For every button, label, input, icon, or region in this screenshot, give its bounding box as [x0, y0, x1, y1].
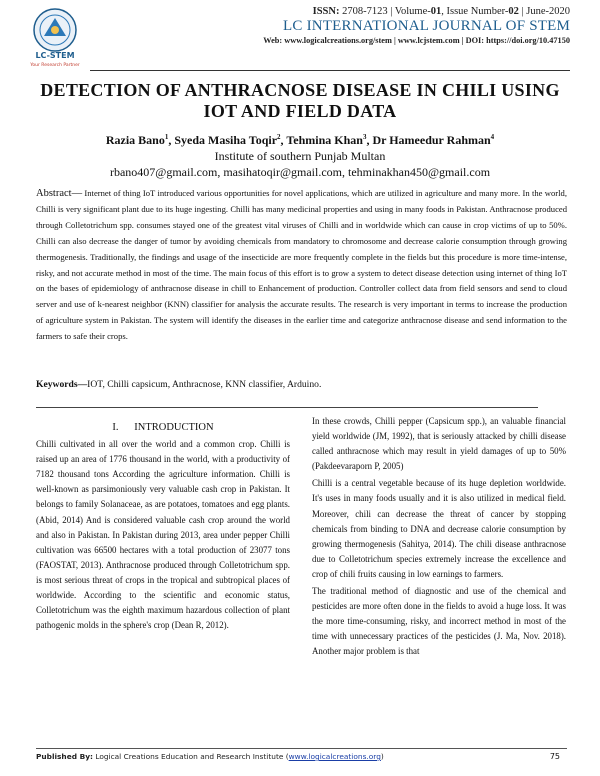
paragraph: In these crowds, Chilli pepper (Capsicum spp.), an valuable financial yield worldwide (JM, 1992), that is seriously attacked by chilli disease called anthracnose which may result in yield damages of up to 50% (Pakdeevaraporn P, 2005) [312, 416, 566, 472]
paragraph: The traditional method of diagnostic and use of the chemical and pesticides are more often done in the fields to avoid a huge loss. It was the more time-consuming, risky, and incorrect method in most of the time with unnecessary practices of the pesticides (J. Ma, Nov. 2018). Another major problem is that [312, 586, 566, 657]
keywords-divider [36, 407, 538, 408]
paper-title: DETECTION OF ANTHRACNOSE DISEASE IN CHILI USING IOT AND FIELD DATA [40, 80, 560, 121]
author-block [30, 129, 570, 180]
right-column [312, 414, 566, 662]
publisher-link[interactable]: www.logicalcreations.org [288, 752, 381, 761]
institution: Institute of southern Punjab Multan [214, 149, 386, 163]
logo-subtext: Your Research Partner [30, 63, 80, 68]
header-divider [90, 70, 570, 71]
section-heading-introduction: I. INTRODUCTION [112, 422, 214, 433]
author-names: Razia Bano$^1$, Syeda Masiha Toqir$^2$, Tehmina Khan$^3$, Dr Hameedur Rahman$^4$ [105, 133, 495, 147]
abstract-label: Abstract— [36, 188, 83, 199]
footer-divider [36, 748, 567, 749]
abstract-text: Internet of thing IoT introduced various opportunities for novel applications, which are utilized in agriculture and many more. In the world, Chilli is very significant plant due to its huge ingesting. Chilli has many medicinal properties and using in many foods in Pakistan. Anthracnose produced through Colletotrichum spp. consumes stayed one of the greatest vital viruses of Chilli and in worldwide which can cause in crop victims of up to 50%. Chilli can also decrease the danger of tumor by avoiding chemicals from mandatory to chromosome and decrease calorie consumption through growing thermogenesis. Traditionally, the findings and usage of the insecticide are more frequently complete in the fields but this procedure is more time-intense, risky, and not accurate method in most of the time. The main focus of this effort is to grow a system to detect disease detection using internet of thing IoT on the bases of epidemiology of anthracnose disease in chill to Enhancement of production. Controller collect data from field sensors and send to cloud server and use of k-nearest neighbor (KNN) classifier for analysis the accurate results. The research is very important in terms to increase the production of agriculture system in Pakistan. The system will identify the diseases in the earlier time and categorize anthracnose disease and send information to the farmers to safe their crops. [36, 188, 567, 342]
keywords-text: IOT, Chilli capsicum, Anthracnose, KNN classifier, Arduino. [87, 379, 322, 390]
paragraph: Chilli cultivated in all over the world and a common crop. Chilli is raised up an area of 1776 thousand in the world, with a productivity of 7182 thousand tons According the agriculture information. Chilli is well-known as parsimoniously very valuable cash crop in Pakistan. It belongs to family Solanaceae, as are potatoes, tomatoes and egg plants. (Abid, 2014) And is considered valuable cash crop around the world and also in Pakistan. In Pakistan during 2013, area under pepper Chilli cultivation was 66500 hectares with a total production of 23077 tons (FAOSTAT, 2013). Anthracnose produced through Colletotrichum spp. is most serious threat of crops in the tropical and subtropical places of worldwide. According to the scientific and economic status, Colletotrichum was the eighth maximum hazardous collection of plant pathogenic molds in the sphere's crop (Dean R, 2012). [36, 439, 290, 631]
journal-header [0, 0, 600, 80]
logo-text: LC-STEM [35, 51, 75, 60]
journal-logo [26, 6, 84, 68]
footer-publisher: Published By: Logical Creations Education and Research Institute (www.logicalcreations.org) [36, 752, 384, 761]
issn-line: ISSN: 2708-7123 | Volume-01, Issue Number-02 | June-2020 [312, 6, 570, 17]
abstract [36, 186, 567, 345]
page-number: 75 [549, 752, 560, 761]
left-column [36, 420, 290, 635]
keywords-label: Keywords— [36, 379, 88, 390]
paragraph: Chilli is a central vegetable because of its huge depletion worldwide. It's uses in many foods usually and it is also utilized in medical field. Moreover, chili can decrease the threat of cancer by stopping chemicals from binding to DNA and decrease calorie consumption by growing thermogenesis (Sahitya, 2014). The chili disease anthracnose due to Colletotrichum species extremely increase the excellence and crop of chili fruits causing in low earnings to farmers. [312, 478, 566, 579]
journal-title: LC INTERNATIONAL JOURNAL OF STEM [283, 18, 570, 34]
keywords [36, 379, 567, 390]
web-doi-line[interactable]: Web: www.logicalcreations.org/stem | www.lcjstem.com | DOI: https://doi.org/10.47150 [263, 36, 570, 45]
author-emails: rbano407@gmail.com, masihatoqir@gmail.com, tehminakhan450@gmail.com [109, 165, 491, 179]
